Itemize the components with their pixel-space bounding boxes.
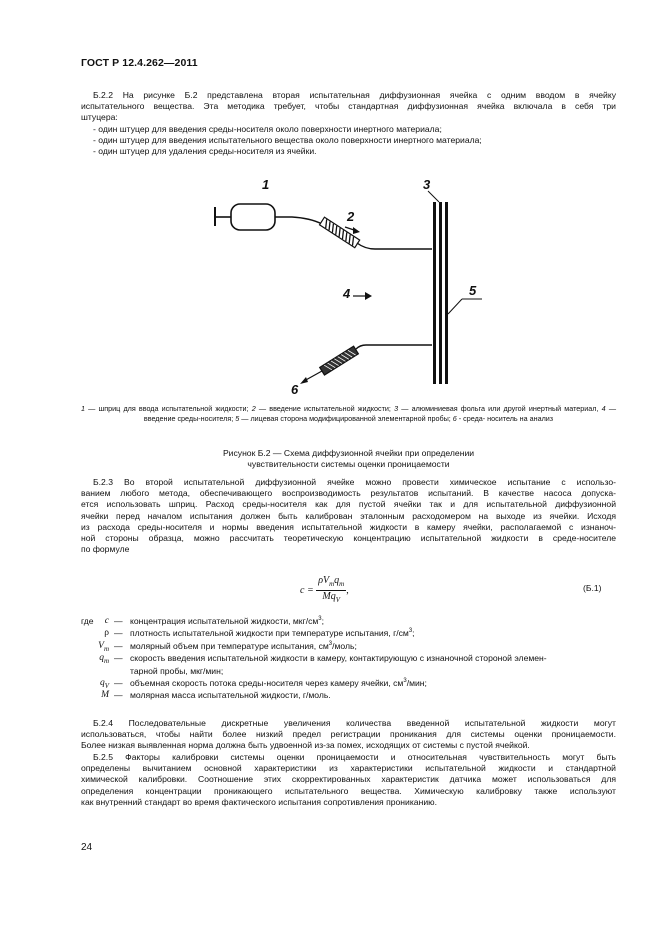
text-line: Б.2.3 Во второй испытательной диффузионной ячейке можно провести химическое испытание с использо- <box>93 477 616 487</box>
definition-symbol: q <box>99 653 104 664</box>
formula-num-q: q <box>334 575 340 586</box>
text-line: Более низкая выявленная норма должна быть удвоенной из-за помех, исходящих от системы с пустой ячейкой. <box>81 740 530 751</box>
equation-number: (Б.1) <box>583 583 602 593</box>
definition-text: ; <box>321 616 325 626</box>
legend-text: носитель на анализ <box>487 414 554 423</box>
sub: V <box>104 681 109 690</box>
document-header: ГОСТ Р 12.4.262—2011 <box>81 57 198 69</box>
formula-num: ρV <box>318 575 330 586</box>
text-line: из расхода среды-носителя и нормы введения испытательной жидкости в камеру ячейки, располагаемой с изнаноч- <box>81 521 616 532</box>
sub: m <box>103 644 109 653</box>
legend-text: - среда- <box>456 414 486 423</box>
formula-definitions <box>81 615 616 702</box>
formula-tail: , <box>346 585 349 596</box>
text-line: штуцера: <box>81 112 118 123</box>
formula-den: Mq <box>322 591 336 602</box>
sub: m <box>103 657 109 666</box>
definition-text: молярный объем при температуре испытания, см <box>130 640 329 651</box>
page-number: 24 <box>81 842 93 853</box>
text-line: Б.2.2 На рисунке Б.2 представлена вторая испытательная диффузионная ячейка с одним вводом в ячейку <box>93 90 616 100</box>
text-line: Б.2.4 Последовательные дискретные увеличения количества введенной испытательной жидкости могут <box>93 718 616 728</box>
label-1: 1 <box>262 177 270 192</box>
text-line: химической калибровки. Соотношение этих скорректированных характеристик датчика может использоваться для <box>81 774 616 785</box>
definition-text: /моль; <box>332 640 357 651</box>
definition-dash: — <box>114 677 123 688</box>
list-item: - один штуцер для удаления среды-носителя из ячейки. <box>93 146 317 157</box>
legend-text: — шприц для ввода испытательной жидкости; <box>85 404 252 413</box>
label-6: 6 <box>291 382 299 397</box>
definition-text: плотность испытательной жидкости при температуре испытания, г/см <box>130 628 409 639</box>
legend-text: — введение испытательной жидкости; <box>255 404 395 413</box>
definition-symbol: M <box>101 690 109 701</box>
text-line: Б.2.5 Факторы калибровки системы оценки проницаемости и относительная чувствительность могут быть <box>93 752 616 762</box>
definition-dash: — <box>114 690 123 701</box>
definition-row <box>81 689 616 701</box>
definition-text: тарной пробы, мкг/мин; <box>130 665 224 676</box>
formula-b1 <box>300 575 349 606</box>
definition-row <box>81 615 616 627</box>
definition-text: молярная масса испытательной жидкости, г/моль. <box>130 690 331 701</box>
text-line: ется использовать шприц. Расход среды-носителя как для пустой ячейки так и для испытательной диффузионной <box>81 499 616 510</box>
figure-title-line: Рисунок Б.2 — Схема диффузионной ячейки при определении <box>222 448 475 458</box>
definition-text: /мин; <box>406 677 427 688</box>
paragraph-b25 <box>81 752 616 808</box>
text-line: испытательного вещества. Эта методика требует, чтобы стандартная диффузионная ячейка включала в себя три <box>81 101 616 112</box>
sup: 3 <box>408 628 413 635</box>
paragraph-b24 <box>81 718 616 752</box>
definition-text: скорость введения испытательной жидкости в камеру, контактирующую с изнаночной стороной элемен- <box>130 653 547 664</box>
test-liquid-inlet <box>320 217 432 249</box>
text-line: по формуле <box>81 544 130 555</box>
flow-arrow-carrier <box>353 292 372 300</box>
syringe-shape <box>215 204 322 230</box>
legend-num: 4 <box>601 404 606 413</box>
list-item: - один штуцер для введения среды-носителя около поверхности инертного материала; <box>93 124 442 134</box>
sup: 3 <box>318 616 322 623</box>
definition-row <box>81 640 616 652</box>
fitting-list <box>93 124 613 158</box>
legend-num: 2 <box>251 404 256 413</box>
definition-text: концентрация испытательной жидкости, мкг/см <box>130 616 319 626</box>
definition-symbol: q <box>99 677 105 688</box>
label-4: 4 <box>343 286 351 301</box>
definition-dash: — <box>114 653 123 664</box>
definition-row <box>81 627 616 639</box>
legend-num: 1 <box>81 404 85 413</box>
formula-fraction <box>316 575 346 606</box>
definition-text: ; <box>412 628 415 639</box>
label-5: 5 <box>469 283 477 298</box>
definition-symbol: c <box>104 616 109 626</box>
definition-dash: — <box>114 640 123 651</box>
legend-num: 6 <box>452 414 457 423</box>
where-word: где <box>81 616 94 626</box>
definition-dash: — <box>114 628 123 639</box>
list-item: - один штуцер для введения испытательного вещества около поверхности инертного материала; <box>93 135 482 146</box>
formula-sub: m <box>339 580 345 588</box>
text-line: использоваться, чтобы найти более низкий предел регистрации проникания для системы оценки проницаемости. <box>81 729 616 740</box>
definition-symbol: V <box>98 640 104 651</box>
text-line: как внутренний стандарт во время фактического испытания сопротивления прониканию. <box>81 796 437 807</box>
definition-text: объемная скорость потока среды-носителя через камеру ячейки, см <box>130 677 404 688</box>
legend-text: — введение среды-носителя; <box>143 404 617 423</box>
sup: 3 <box>403 678 407 685</box>
text-line: определены вычитанием основной характеристики из характеристики испытательной жидкости и стандартной <box>81 763 616 774</box>
formula-lhs: c = <box>300 585 314 596</box>
definition-row <box>81 652 616 677</box>
legend-text: — лицевая сторона модифицированной элементарной пробы; <box>239 414 453 423</box>
figure-legend <box>81 404 616 424</box>
carrier-outlet <box>300 345 432 384</box>
label-2: 2 <box>347 209 355 224</box>
legend-num: 5 <box>235 414 240 423</box>
legend-num: 3 <box>394 404 399 413</box>
formula-sub: m <box>329 580 335 588</box>
definition-row <box>81 677 616 689</box>
definition-symbol: ρ <box>104 628 109 639</box>
sup: 3 <box>328 640 333 647</box>
text-line: определения концентрации проникающего испытательного вещества. Химическую калибровку также используют <box>81 785 616 796</box>
figure-title <box>81 448 616 470</box>
legend-text: инертный материал, <box>528 404 602 413</box>
text-line: ной стороны образца, можно рассчитать теоретическую концентрацию испытательной жидкости в среде-носителе <box>81 533 616 544</box>
diffusion-cell-diagram <box>200 174 500 400</box>
figure-title-line: чувствительности системы оценки проницаемости <box>247 459 450 470</box>
text-line: ячейки перед началом испытания должен быть калиброван эталонным расходомером на выходе из ячейки. Исходя <box>81 510 616 521</box>
legend-text: — алюминиевая фольга или другой <box>398 404 526 413</box>
paragraph-b23 <box>81 477 616 555</box>
formula-sub: V <box>335 596 341 604</box>
text-line: ванием любого метода, обеспечивающего воспроизводимость результатов испытаний. В качестве насоса допуска- <box>81 488 616 499</box>
label-3: 3 <box>423 177 431 192</box>
paragraph-b22 <box>81 90 616 124</box>
definition-dash: — <box>114 616 123 626</box>
